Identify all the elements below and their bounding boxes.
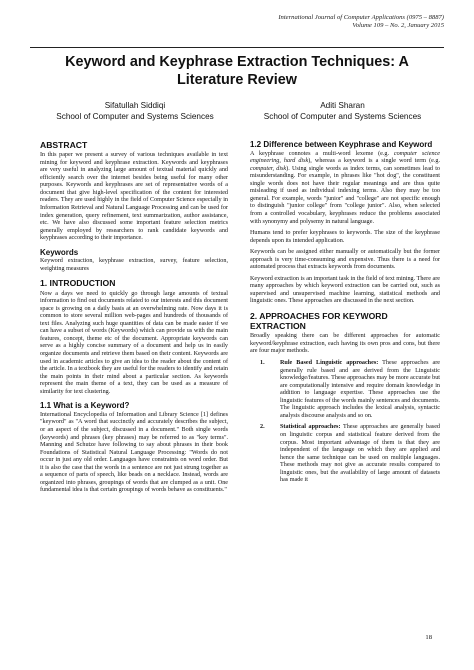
section-2-heading: 2. APPROACHES FOR KEYWORD EXTRACTION: [250, 310, 388, 332]
keywords-heading: Keywords: [40, 247, 79, 257]
keywords-section: [40, 248, 228, 274]
header-rule: [30, 47, 444, 48]
abstract-text: In this paper we present a survey of various techniques available in text mining for keyword and keyphrase extraction. Keywords and keyphrases are very useful in analyzing large amount of textual material quickly and efficiently search over the internet besides being useful for many other purposes. Keywords and keyphrases are set of representative words of a document that give high-level specification of the content for interested readers. They are used highly in the field of Computer Science especially in Information Retrieval and Natural Language Processing and can be used for index generation, query refinement, text summarization, author assistance, etc. We have also discussed some important feature selection metrics generally employed by researchers to rank candidate keywords and keyphrases according to their importance.: [40, 152, 228, 242]
list-item-text: These approaches are generally based on linguistic corpus and statistical feature derived from the corpus. Most important advantage of them is that they are independent of the language on which they are applied and hence the same technique can be used on multiple languages. These methods may not give as accurate results compared to linguistic ones, but the availability of large amount of datasets has made it: [280, 424, 440, 484]
list-item-number: 1.: [260, 360, 265, 367]
section-1-2-paragraph-2: Humans tend to prefer keyphrases to keywords. The size of the keyphrase depends upon its intended application.: [250, 230, 440, 244]
introduction-heading: 1. INTRODUCTION: [40, 278, 116, 289]
author-name: Aditi Sharan: [320, 101, 365, 110]
author-name: Sifatullah Siddiqi: [104, 101, 166, 110]
author-affiliation: School of Computer and Systems Sciences: [56, 112, 214, 121]
right-column: [250, 140, 440, 489]
author-affiliation: School of Computer and Systems Sciences: [263, 112, 422, 121]
section-1-2-paragraph-4: Keyword extraction is an important task in the field of text mining. There are many approaches by which keyword extraction can be carried out, such as supervised and unsupervised machine learning, statistical methods and linguistic ones. These approaches are discussed in the next section.: [250, 275, 440, 305]
section-1-1: [40, 401, 228, 495]
page-number: 18: [425, 634, 432, 641]
left-column: [40, 140, 228, 499]
abstract-heading: ABSTRACT: [40, 140, 88, 150]
section-1-1-heading: 1.1 What is a Keyword?: [40, 401, 130, 411]
approaches-list: [250, 360, 440, 485]
journal-name: International Journal of Computer Applications (0975 – 8887): [278, 14, 444, 21]
list-item-number: 2.: [260, 424, 265, 431]
author-block-1: [40, 100, 230, 122]
section-1-2-paragraph-1: A keyphrase connotes a multi-word lexeme (e.g. computer science engineering, hard disk), whereas a keyword is a single word term (e.g. computer, disk). Using single words as index terms, can sometimes lead to misunderstanding. For example, in phrases like "hot dog", the constituent single words does not have their regular meanings and are thus quite misleading if used as individual indexing terms. Also they may be too general. For example, words "junior" and "college" are not specific enough to distinguish "junior college" from "college junior". Also, when selected from a controlled vocabulary, keyphrases reduce the problems associated with synonymy and polysemy in natural language.: [250, 150, 441, 225]
section-2: [250, 311, 440, 485]
list-item-label: Rule Based Linguistic approaches:: [280, 360, 379, 367]
journal-header: [278, 14, 444, 30]
author-block-2: [245, 100, 440, 122]
list-item: [250, 360, 440, 420]
list-item: [250, 424, 440, 484]
introduction-text: Now a days we need to quickly go through large amounts of textual information to find out documents related to our interests and this document space is growing on a daily basis at an overwhelming rate. Now days it is common to store several million web-pages and hundreds of thousands of text files. Analyzing such huge quantities of data can be made easier if we can have a subset of words (Keywords) which can provide us with the main features, concept, theme etc of the document. Appropriate keywords can serve as a highly concise summary of a document and help us in easily organize documents and retrieve them based on their content. Keywords are used in academic articles to give an idea to the reader about the content of the article. In a textbook they are useful for the readers to identify and retain the main points in their mind about a particular section. As keywords represent the main theme of a text, they can be used as a measure of similarity for text clustering.: [40, 290, 228, 395]
list-item-text: These approaches are generally rule based and are derived from the Linguistic knowledge/features. These approaches may be more accurate but are computationally intensive and require domain knowledge in addition to language expertise. These approaches use the linguistic features of the words mainly sentences and documents. The linguistic approach includes the lexical analysis, syntactic analysis discourse analysis and so on.: [280, 360, 440, 419]
section-2-intro: Broadly speaking there can be different approaches for automatic keyword/keyphrase extraction, each having its own pros and cons, but there are four major methods.: [250, 333, 440, 355]
keywords-text: Keyword extraction, keyphrase extraction, survey, feature selection, weighting measures: [40, 258, 228, 272]
journal-volume: Volume 109 – No. 2, January 2015: [352, 22, 444, 30]
section-1-2-heading: 1.2 Difference between Keyphrase and Keyword: [250, 140, 433, 149]
introduction-section: [40, 278, 228, 396]
section-1-1-text: International Encyclopedia of Information and Library Science [1] defines "keyword" as "A word that succinctly and accurately describes the subject, or an aspect of the subject, discussed in a document." Both single words (keywords) and phrases (key phrases) may be referred to as "key terms". Manning and Schutze have following to say about phrases in their book Foundations of Statistical Natural Language Processing: "Words do not occur in just any old order. Languages have constraints on word order. But it is also the case that the words in a sentence are not just strung together as a sequence of parts of speech, like beads on a necklace. Instead, words are organized into phrases, groupings of words that are clumped as a unit. One fundamental idea is that certain groupings of words behave as constituents.": [40, 411, 228, 494]
paper-title: Keyword and Keyphrase Extraction Techniques: A Literature Review: [65, 54, 409, 88]
list-item-label: Statistical approaches:: [280, 424, 341, 431]
section-1-2-paragraph-3: Keywords can be assigned either manually or automatically but the former approach is very time-consuming and expensive. Thus there is a need for automated process that extracts keywords from documents.: [250, 249, 440, 271]
